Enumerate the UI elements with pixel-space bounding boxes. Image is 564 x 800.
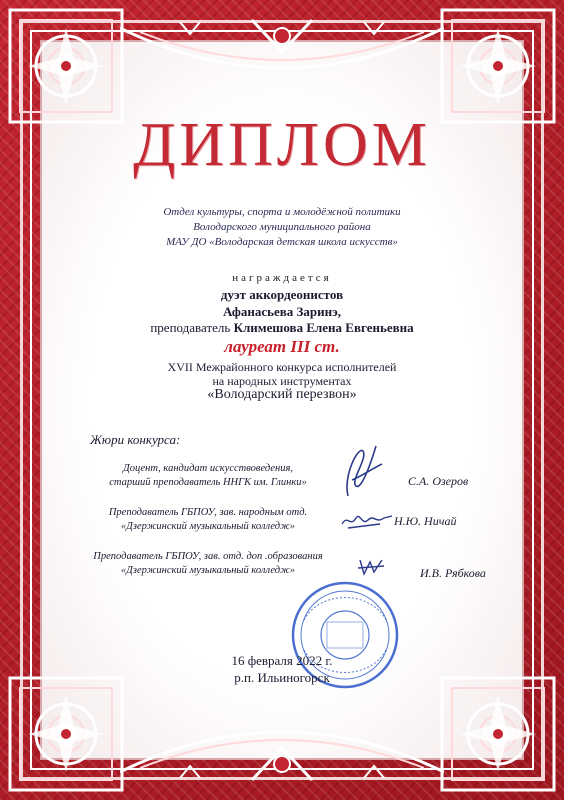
signature-icon	[338, 436, 388, 506]
contest-block	[40, 360, 524, 402]
recipient-line: Афанасьева Заринэ,	[222, 304, 341, 319]
jury-role-line: Преподаватель ГБПОУ, зав. отд. доп .образования	[93, 551, 323, 562]
award-label: награждается	[232, 272, 332, 284]
issue-place: р.п. Ильиногорск	[234, 670, 330, 685]
contest-line: на народных инструментах	[212, 374, 352, 388]
jury-name: И.В. Рябкова	[420, 566, 486, 580]
jury-role-line: старший преподаватель ННГК им. Глинки»	[109, 477, 307, 488]
recipient-block	[40, 286, 524, 320]
jury-role	[78, 506, 338, 534]
organization-line: МАУ ДО «Володарская детская школа искусств»	[166, 236, 398, 248]
jury-role	[78, 550, 338, 578]
signature-icon	[356, 556, 386, 578]
teacher-prefix: преподаватель	[150, 320, 231, 335]
jury-name: С.А. Озеров	[408, 474, 469, 488]
contest-line: XVII Межрайонного конкурса исполнителей	[167, 360, 397, 374]
jury-role-line: Преподаватель ГБПОУ, зав. народным отд.	[108, 507, 308, 518]
organization-block	[40, 205, 524, 250]
contest-name: «Володарский перезвон»	[207, 387, 357, 402]
organization-line: Володарского муниципального района	[193, 221, 371, 233]
jury-role-line: «Дзержинский музыкальный колледж»	[120, 565, 296, 576]
issue-block	[40, 652, 524, 686]
jury-name: Н.Ю. Ничай	[394, 514, 457, 528]
diploma-content	[40, 40, 524, 760]
signature-icon	[340, 510, 394, 532]
teacher-line	[40, 320, 524, 336]
issue-date: 16 февраля 2022 г.	[231, 653, 333, 668]
organization-line: Отдел культуры, спорта и молодёжной политики	[163, 206, 401, 218]
jury-title: Жюри конкурса:	[90, 432, 181, 447]
jury-role	[78, 462, 338, 490]
jury-role-line: «Дзержинский музыкальный колледж»	[120, 521, 296, 532]
laureate-degree: лауреат III ст.	[224, 337, 340, 356]
teacher-name: Климешова Елена Евгеньевна	[233, 320, 414, 335]
jury-role-line: Доцент, кандидат искусствоведения,	[123, 463, 293, 474]
recipient-line: дуэт аккордеонистов	[220, 287, 344, 302]
page-title: ДИПЛОМ	[133, 111, 431, 179]
